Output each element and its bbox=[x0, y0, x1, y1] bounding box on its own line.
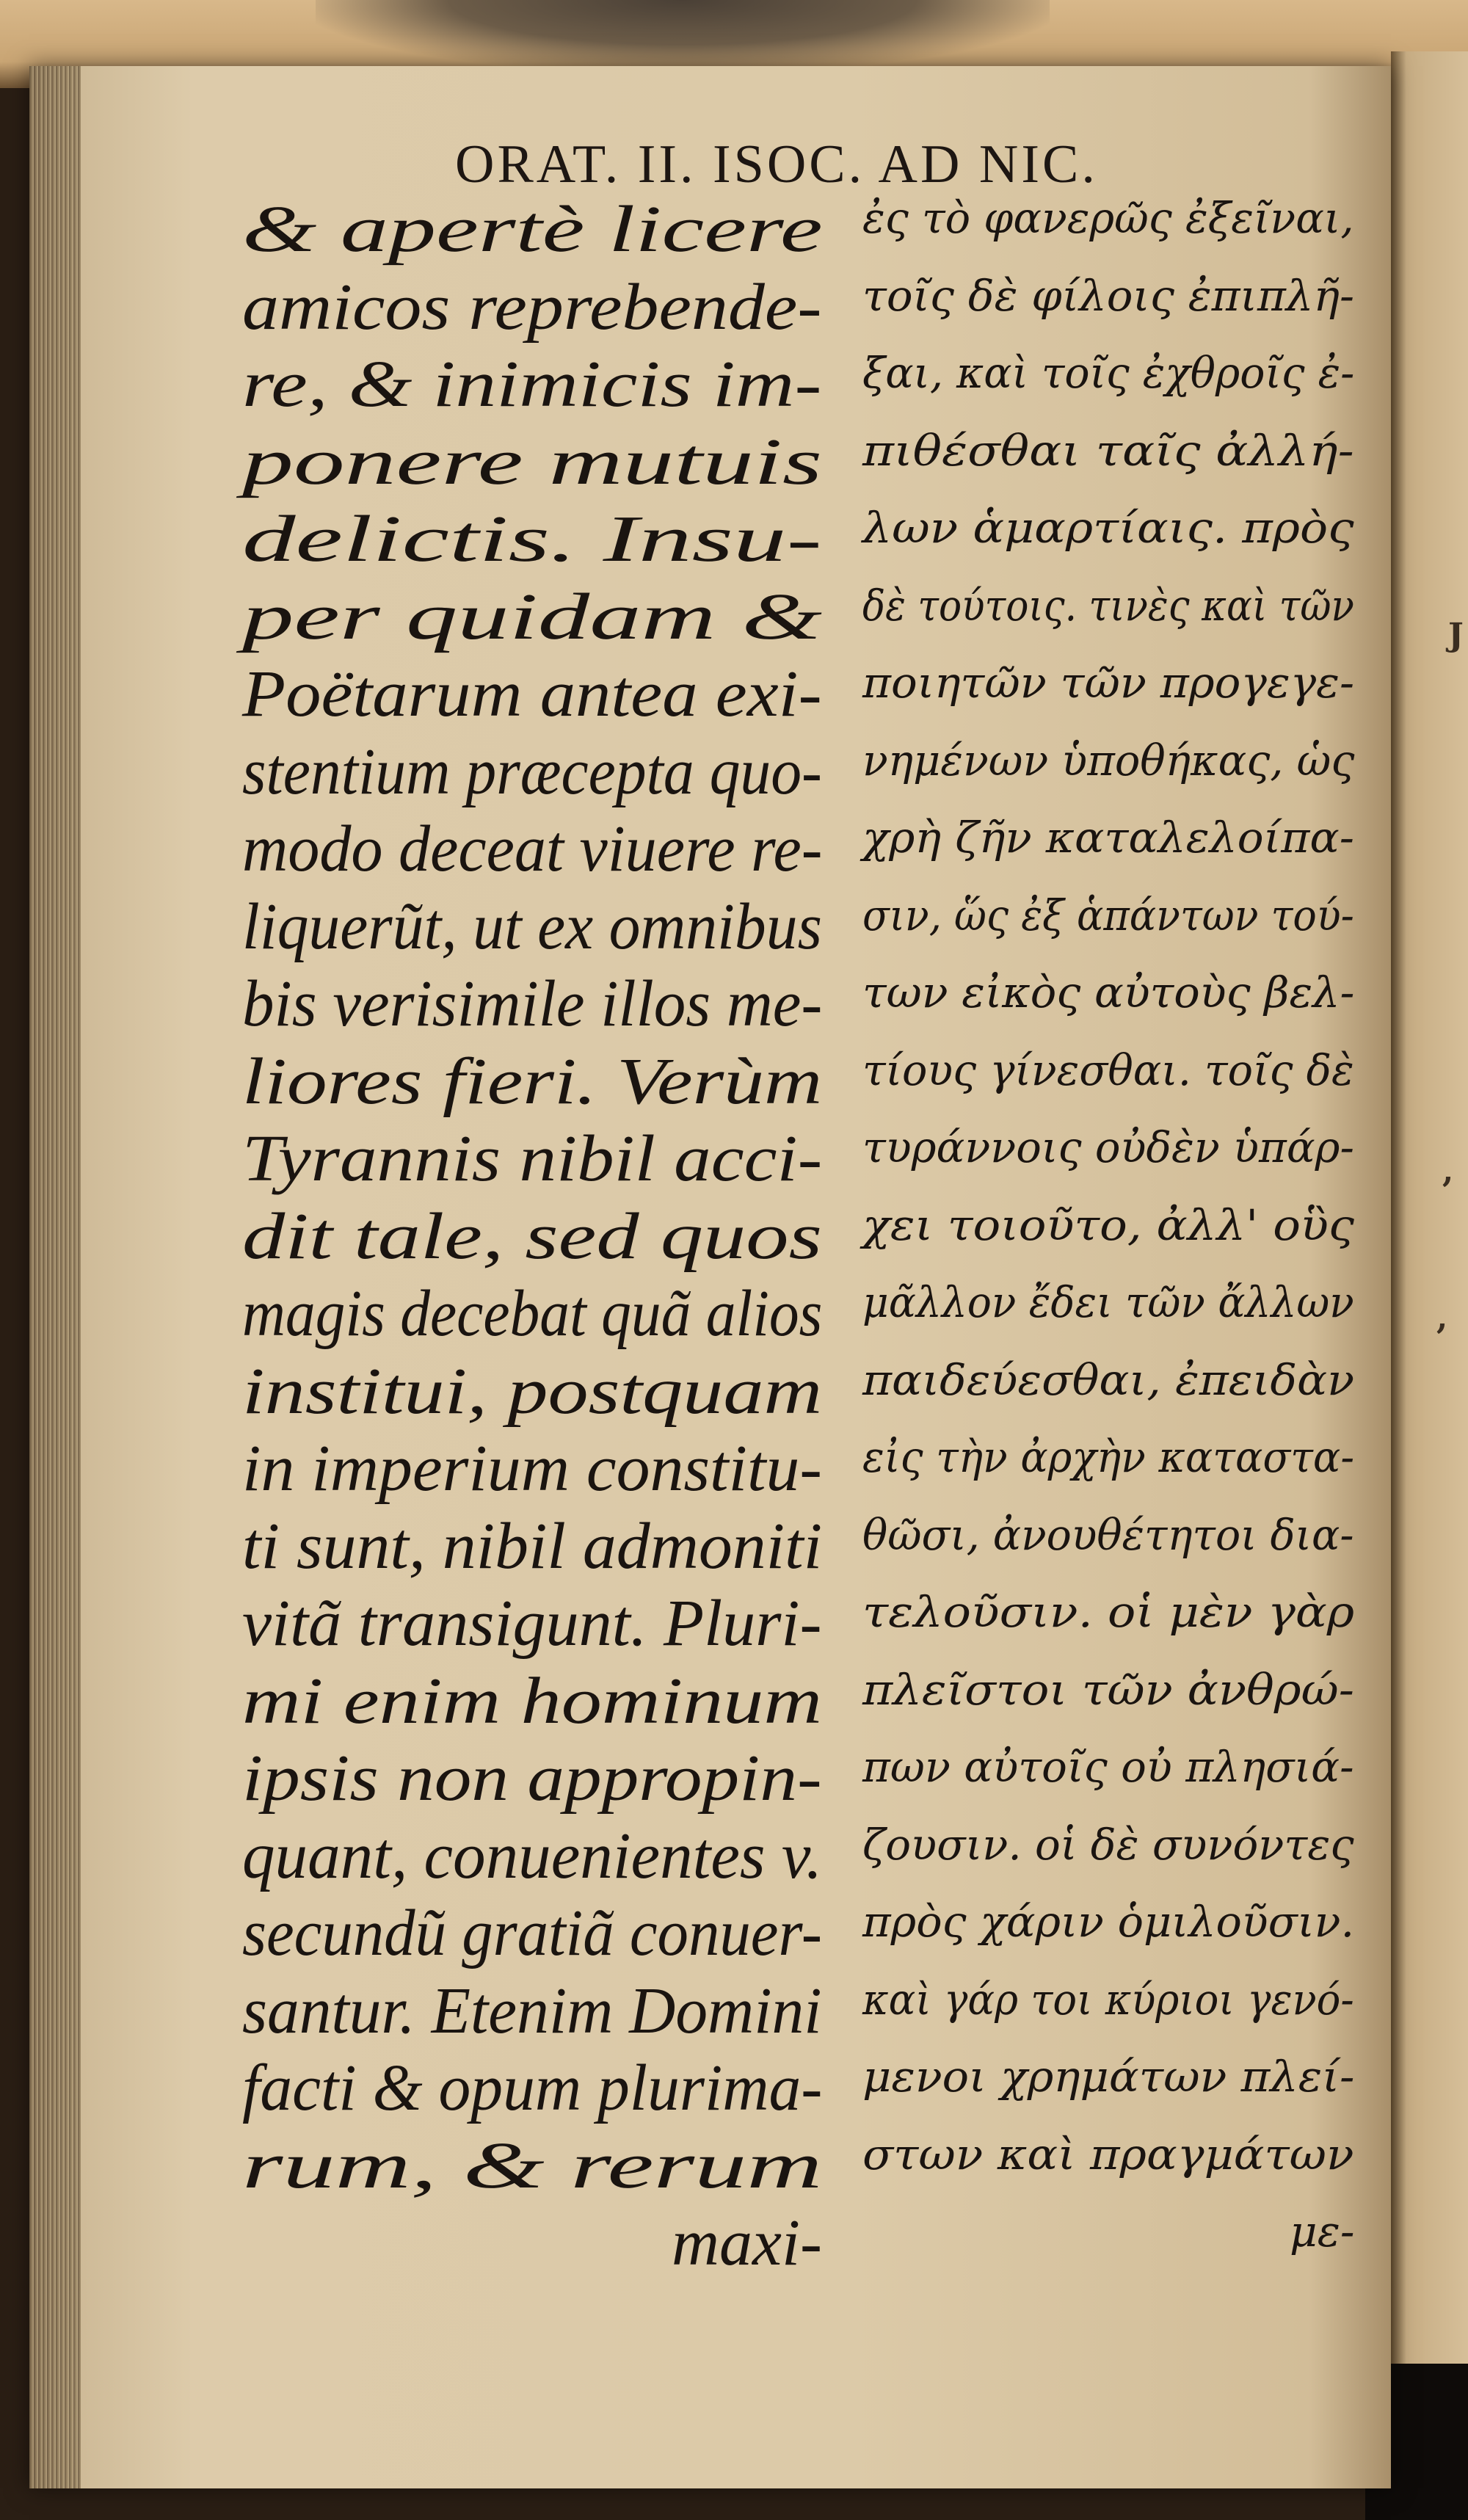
latin-text-line: ipsis non appropin- bbox=[242, 1742, 822, 1815]
latin-text-line: magis decebat quã alios bbox=[242, 1277, 823, 1350]
greek-text-line: στων καὶ πραγμάτων bbox=[862, 2129, 1354, 2179]
latin-text-line: facti & opum plurima- bbox=[242, 2052, 823, 2124]
running-header: ORAT. II. ISOC. AD NIC. bbox=[455, 134, 1098, 195]
greek-text-line: παιδεύεσθαι, ἐπειδὰν bbox=[862, 1354, 1355, 1405]
greek-text-line: των εἰκὸς αὐτοὺς βελ- bbox=[862, 967, 1355, 1017]
greek-text-line: τελοῦσιν. οἱ μὲν γὰρ bbox=[862, 1587, 1355, 1637]
latin-text-line: per quidam & bbox=[242, 580, 822, 653]
greek-text-line: ἐς τὸ φανερῶς ἐξεῖναι, bbox=[862, 193, 1354, 243]
greek-text-line: πλεῖστοι τῶν ἀνθρώ- bbox=[862, 1664, 1354, 1715]
adjacent-page-edge: J , , bbox=[1391, 51, 1468, 2364]
greek-text-line: χρὴ ζῆν καταλελοίπα- bbox=[862, 813, 1354, 863]
latin-text-line: dit tale, sed quos bbox=[242, 1199, 822, 1273]
latin-text-line: mi enim hominum bbox=[242, 1664, 822, 1738]
greek-text-line: πων αὐτοῖς οὐ πλησιά- bbox=[862, 1742, 1354, 1792]
greek-text-line: με- bbox=[1290, 2207, 1355, 2256]
latin-text-line: santur. Etenim Domini bbox=[242, 1974, 822, 2047]
greek-text-line: πιθέσθαι ταῖς ἀλλή- bbox=[862, 425, 1354, 476]
greek-text-line: καὶ γάρ τοι κύριοι γενό- bbox=[862, 1974, 1354, 2025]
greek-text-line: μᾶλλον ἔδει τῶν ἄλλων bbox=[862, 1277, 1354, 1327]
latin-text-line: bis verisimile illos me- bbox=[242, 967, 823, 1040]
latin-text-line: secundũ gratiã conuer- bbox=[242, 1897, 823, 1969]
greek-text-line: εἰς τὴν ἀρχὴν καταστα- bbox=[862, 1432, 1355, 1482]
latin-text-line: liores fieri. Verùm bbox=[242, 1045, 823, 1118]
greek-text-line: ξαι, καὶ τοῖς ἐχθροῖς ἐ- bbox=[862, 348, 1355, 398]
latin-text-line: ponere mutuis bbox=[242, 425, 823, 498]
latin-text-line: Tyrannis nibil acci- bbox=[242, 1122, 823, 1195]
latin-text-line: maxi- bbox=[672, 2207, 822, 2279]
greek-text-line: τίους γίνεσθαι. τοῖς δὲ bbox=[862, 1045, 1354, 1095]
latin-text-line: stentium præcepta quo- bbox=[242, 735, 822, 808]
greek-text-line: χει τοιοῦτο, ἀλλ' οὓς bbox=[862, 1199, 1354, 1250]
greek-text-line: σιν, ὥς ἐξ ἁπάντων τού- bbox=[862, 890, 1354, 940]
latin-text-line: in imperium constitu- bbox=[242, 1432, 822, 1505]
greek-text-line: τυράννοις οὐδὲν ὑπάρ- bbox=[862, 1122, 1354, 1172]
top-ornament bbox=[316, 0, 1050, 70]
greek-text-line: λων ἁμαρτίαις. πρὸς bbox=[862, 503, 1354, 553]
greek-text-line: ζουσιν. οἱ δὲ συνόντες bbox=[862, 1819, 1354, 1870]
greek-text-line: νημένων ὑποθήκας, ὡς bbox=[862, 735, 1355, 785]
latin-text-line: rum, & rerum bbox=[242, 2129, 823, 2202]
latin-text-line: liquerũt, ut ex omnibus bbox=[242, 890, 822, 963]
greek-text-line: μενοι χρημάτων πλεί- bbox=[862, 2052, 1355, 2102]
greek-text-line: ποιητῶν τῶν προγεγε- bbox=[862, 658, 1354, 708]
greek-text-line: τοῖς δὲ φίλοις ἐπιπλῆ- bbox=[862, 270, 1355, 321]
greek-text-line: δὲ τούτοις. τινὲς καὶ τῶν bbox=[862, 580, 1354, 631]
greek-text-line: πρὸς χάριν ὁμιλοῦσιν. bbox=[862, 1897, 1355, 1947]
latin-text-line: modo deceat viuere re- bbox=[242, 813, 823, 885]
latin-text-line: ti sunt, nibil admoniti bbox=[242, 1509, 823, 1583]
latin-text-line: amicos reprebende- bbox=[242, 270, 822, 344]
latin-text-line: vitã transigunt. Pluri- bbox=[242, 1587, 822, 1660]
latin-text-line: re, & inimicis im- bbox=[242, 348, 822, 421]
latin-text-line: quant, conuenientes v. bbox=[242, 1819, 823, 1892]
latin-text-line: institui, postquam bbox=[242, 1354, 823, 1428]
latin-text-line: delictis. Insu- bbox=[242, 503, 822, 575]
latin-text-line: Poëtarum antea exi- bbox=[242, 658, 822, 730]
greek-text-line: θῶσι, ἀνουθέτητοι δια- bbox=[862, 1509, 1354, 1560]
latin-text-line: & apertè licere bbox=[242, 193, 823, 266]
